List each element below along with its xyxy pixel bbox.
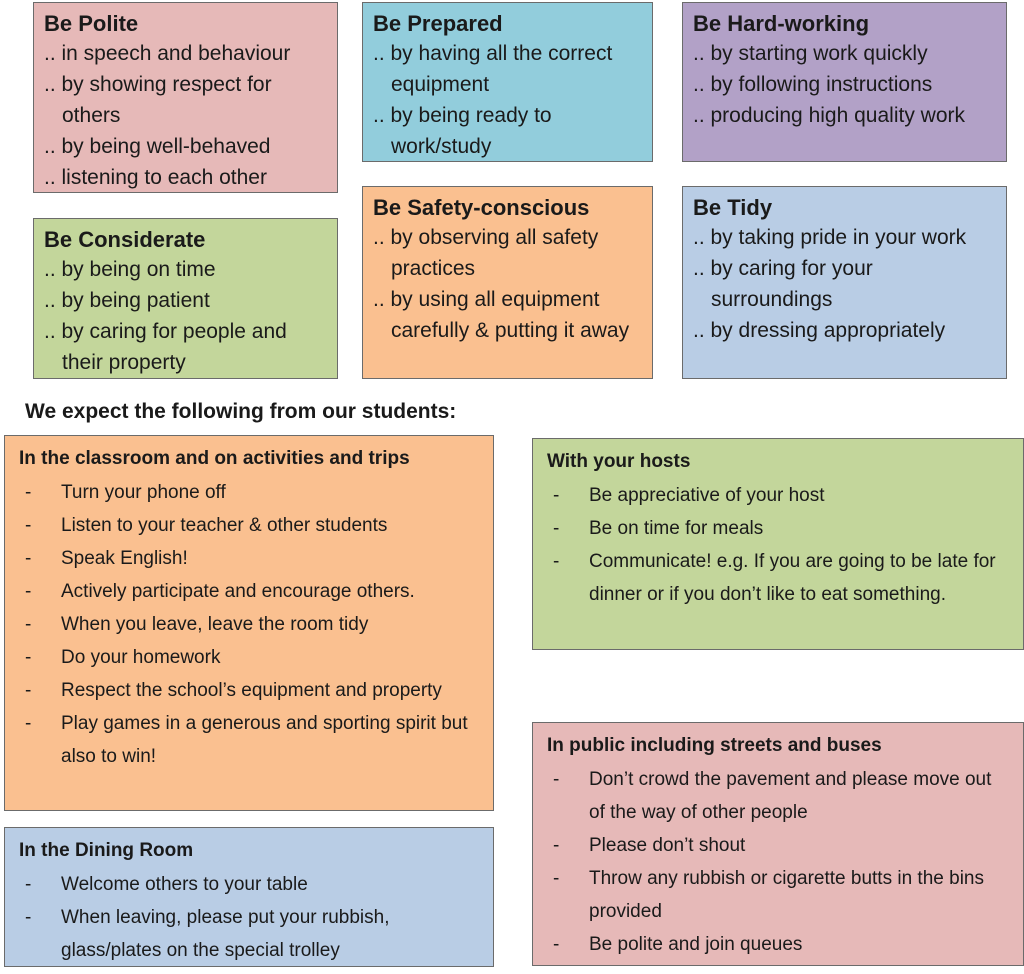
expectations-heading: We expect the following from our students: (25, 400, 457, 423)
value-line: .. by being ready to work/study (373, 104, 552, 158)
expectation-item: - Don’t crowd the pavement and please move out of the way of other people (547, 763, 1011, 829)
value-box-tidy (682, 186, 1007, 379)
value-line: .. in speech and behaviour (44, 42, 291, 65)
value-lines (693, 222, 996, 346)
value-line: .. by observing all safety practices (373, 226, 599, 280)
expectation-title: With your hosts (547, 451, 691, 472)
expectation-items (19, 868, 481, 967)
expectation-item: - Listen to your teacher & other students (19, 509, 481, 542)
value-title: Be Tidy (693, 195, 773, 220)
value-line: .. by being on time (44, 258, 216, 281)
value-box-prepared (362, 2, 653, 162)
expectation-box-public (532, 722, 1024, 966)
value-title: Be Considerate (44, 227, 206, 252)
value-box-considerate (33, 218, 338, 379)
value-lines (44, 254, 327, 378)
value-line: .. producing high quality work (693, 104, 965, 127)
value-line: .. by caring for people and their property (44, 320, 287, 374)
value-lines (44, 38, 327, 193)
value-line: .. by starting work quickly (693, 42, 928, 65)
expectation-title: In the classroom and on activities and trips (19, 448, 410, 469)
expectation-items (19, 476, 481, 773)
value-line: .. by being well-behaved (44, 135, 271, 158)
expectation-item: - Be on time for meals (547, 512, 1011, 545)
value-lines (373, 38, 642, 162)
expectation-box-classroom (4, 435, 494, 811)
expectation-item: - Play games in a generous and sporting spirit but also to win! (19, 707, 481, 773)
expectation-item: - Turn your phone off (19, 476, 481, 509)
value-box-hard-working (682, 2, 1007, 162)
expectation-item: - Do your homework (19, 641, 481, 674)
value-line: .. by using all equipment carefully & putting it away (373, 288, 630, 342)
expectation-box-dining-room (4, 827, 494, 967)
value-title: Be Polite (44, 11, 139, 36)
expectation-title: In public including streets and buses (547, 735, 882, 756)
value-lines (693, 38, 996, 131)
expectation-item: - Welcome others to your table (19, 868, 481, 901)
expectation-item: - Speak English! (19, 542, 481, 575)
expectation-item: - Respect the school’s equipment and property (19, 674, 481, 707)
value-line: .. by being patient (44, 289, 210, 312)
expectation-items (547, 763, 1011, 961)
value-box-polite (33, 2, 338, 193)
value-line: .. listening to each other (44, 166, 267, 189)
value-title: Be Prepared (373, 11, 503, 36)
value-line: .. by taking pride in your work (693, 226, 967, 249)
value-line: .. by showing respect for others (44, 73, 272, 127)
value-line: .. by having all the correct equipment (373, 42, 613, 96)
value-box-safety-conscious (362, 186, 653, 379)
value-title: Be Safety-conscious (373, 195, 590, 220)
expectation-item: - Communicate! e.g. If you are going to be late for dinner or if you don’t like to eat something. (547, 545, 1011, 611)
expectation-item: - Be polite and join queues (547, 928, 1011, 961)
expectation-items (547, 479, 1011, 611)
value-line: .. by dressing appropriately (693, 319, 946, 342)
expectation-item: - When leaving, please put your rubbish, glass/plates on the special trolley (19, 901, 481, 967)
expectation-item: - Throw any rubbish or cigarette butts in the bins provided (547, 862, 1011, 928)
expectation-item: - Actively participate and encourage others. (19, 575, 481, 608)
value-line: .. by following instructions (693, 73, 933, 96)
value-line: .. by caring for your surroundings (693, 257, 873, 311)
value-title: Be Hard-working (693, 11, 870, 36)
expectation-item: - When you leave, leave the room tidy (19, 608, 481, 641)
expectation-item: - Please don’t shout (547, 829, 1011, 862)
expectation-box-hosts (532, 438, 1024, 650)
expectation-item: - Be appreciative of your host (547, 479, 1011, 512)
expectation-title: In the Dining Room (19, 840, 194, 861)
value-lines (373, 222, 642, 346)
